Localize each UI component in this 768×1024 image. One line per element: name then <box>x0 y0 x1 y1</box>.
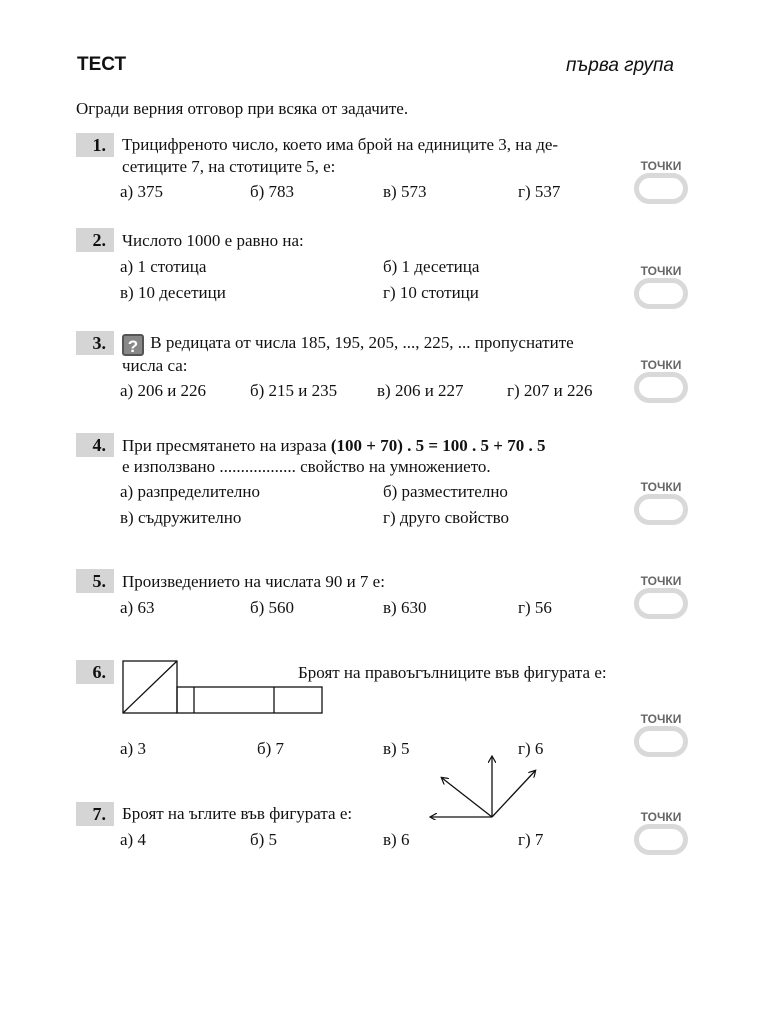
question-number-6: 6. <box>76 660 114 684</box>
question-number-3: 3. <box>76 331 114 355</box>
question-number-7: 7. <box>76 802 114 826</box>
q7-option-c[interactable]: в) 6 <box>383 830 410 849</box>
q7-option-d[interactable]: г) 7 <box>518 830 544 849</box>
score-label: ТОЧКИ <box>640 480 682 494</box>
score-field[interactable] <box>634 278 688 309</box>
score-box-5[interactable] <box>633 574 689 620</box>
question-1-line2: сетиците 7, на стотиците 5, е: <box>122 157 336 176</box>
instruction-text: Огради верния отговор при всяка от задачите. <box>76 99 409 118</box>
score-box-4[interactable] <box>633 480 689 526</box>
question-3-line1-wrap <box>122 332 574 356</box>
q6-option-c[interactable]: в) 5 <box>383 739 410 758</box>
q2-option-b[interactable]: б) 1 десетица <box>383 257 480 276</box>
q3-option-c[interactable]: в) 206 и 227 <box>377 381 464 400</box>
score-label: ТОЧКИ <box>640 264 682 278</box>
q5-option-d[interactable]: г) 56 <box>518 598 552 617</box>
rectangles-figure <box>121 659 325 715</box>
score-label: ТОЧКИ <box>640 574 682 588</box>
q1-option-a[interactable]: а) 375 <box>120 182 163 201</box>
score-box-1[interactable] <box>633 159 689 205</box>
q5-option-a[interactable]: а) 63 <box>120 598 155 617</box>
ray-up-left <box>442 778 492 817</box>
q1-option-c[interactable]: в) 573 <box>383 182 427 201</box>
q2-option-c[interactable]: в) 10 десетици <box>120 283 226 302</box>
score-field[interactable] <box>634 588 688 619</box>
question-number-2: 2. <box>76 228 114 252</box>
question-6-line1: Броят на правоъгълниците във фигурата е: <box>298 663 607 682</box>
score-box-2[interactable] <box>633 264 689 310</box>
question-4-line1 <box>122 435 546 457</box>
score-label: ТОЧКИ <box>640 810 682 824</box>
question-1-line1: Трицифреното число, което има брой на единиците 3, на де- <box>122 135 559 154</box>
q3-option-d[interactable]: г) 207 и 226 <box>507 381 593 400</box>
question-7-line1: Броят на ъглите във фигурата е: <box>122 804 353 823</box>
question-4-line2: е използвано .................. свойство на умножението. <box>122 457 491 476</box>
score-field[interactable] <box>634 372 688 403</box>
test-title: ТЕСТ <box>77 54 127 75</box>
question-mark-icon: ? <box>122 334 144 356</box>
question-3-line1: В редицата от числа 185, 195, 205, ..., 225, ... пропуснатите <box>150 333 574 352</box>
angles-figure <box>428 754 544 820</box>
score-field[interactable] <box>634 726 688 757</box>
figure-long-rect <box>177 687 322 713</box>
question-4-line1-text: При пресмятането на израза <box>122 436 327 455</box>
q3-option-b[interactable]: б) 215 и 235 <box>250 381 338 400</box>
question-4-expression: (100 + 70) . 5 = 100 . 5 + 70 . 5 <box>330 436 546 455</box>
q5-option-b[interactable]: б) 560 <box>250 598 295 617</box>
question-5-line1: Произведението на числата 90 и 7 е: <box>122 572 385 591</box>
q2-option-d[interactable]: г) 10 стотици <box>383 283 479 302</box>
score-box-7[interactable] <box>633 810 689 856</box>
question-number-4: 4. <box>76 433 114 457</box>
score-box-6[interactable] <box>633 712 689 758</box>
score-field[interactable] <box>634 494 688 525</box>
q7-option-b[interactable]: б) 5 <box>250 830 278 849</box>
q1-option-d[interactable]: г) 537 <box>518 182 561 201</box>
score-label: ТОЧКИ <box>640 712 682 726</box>
score-label: ТОЧКИ <box>640 358 682 372</box>
q3-option-a[interactable]: а) 206 и 226 <box>120 381 207 400</box>
score-label: ТОЧКИ <box>640 159 682 173</box>
q2-option-a[interactable]: а) 1 стотица <box>120 257 207 276</box>
ray-up-right <box>492 771 535 817</box>
q1-option-b[interactable]: б) 783 <box>250 182 295 201</box>
q7-option-a[interactable]: а) 4 <box>120 830 146 849</box>
q6-option-a[interactable]: а) 3 <box>120 739 146 758</box>
question-2-line1: Числото 1000 е равно на: <box>122 231 304 250</box>
score-field[interactable] <box>634 824 688 855</box>
group-label: първа група <box>566 55 674 76</box>
q6-option-b[interactable]: б) 7 <box>257 739 285 758</box>
figure-diagonal <box>123 661 177 713</box>
question-number-1: 1. <box>76 133 114 157</box>
q6-option-d[interactable]: г) 6 <box>518 739 544 758</box>
score-box-3[interactable] <box>633 358 689 404</box>
q4-option-d[interactable]: г) друго свойство <box>383 508 510 527</box>
question-number-5: 5. <box>76 569 114 593</box>
q4-option-b[interactable]: б) разместително <box>383 482 508 501</box>
q5-option-c[interactable]: в) 630 <box>383 598 427 617</box>
question-3-line2: числа са: <box>122 356 188 375</box>
score-field[interactable] <box>634 173 688 204</box>
q4-option-c[interactable]: в) съдружително <box>120 508 242 527</box>
q4-option-a[interactable]: а) разпределително <box>120 482 260 501</box>
